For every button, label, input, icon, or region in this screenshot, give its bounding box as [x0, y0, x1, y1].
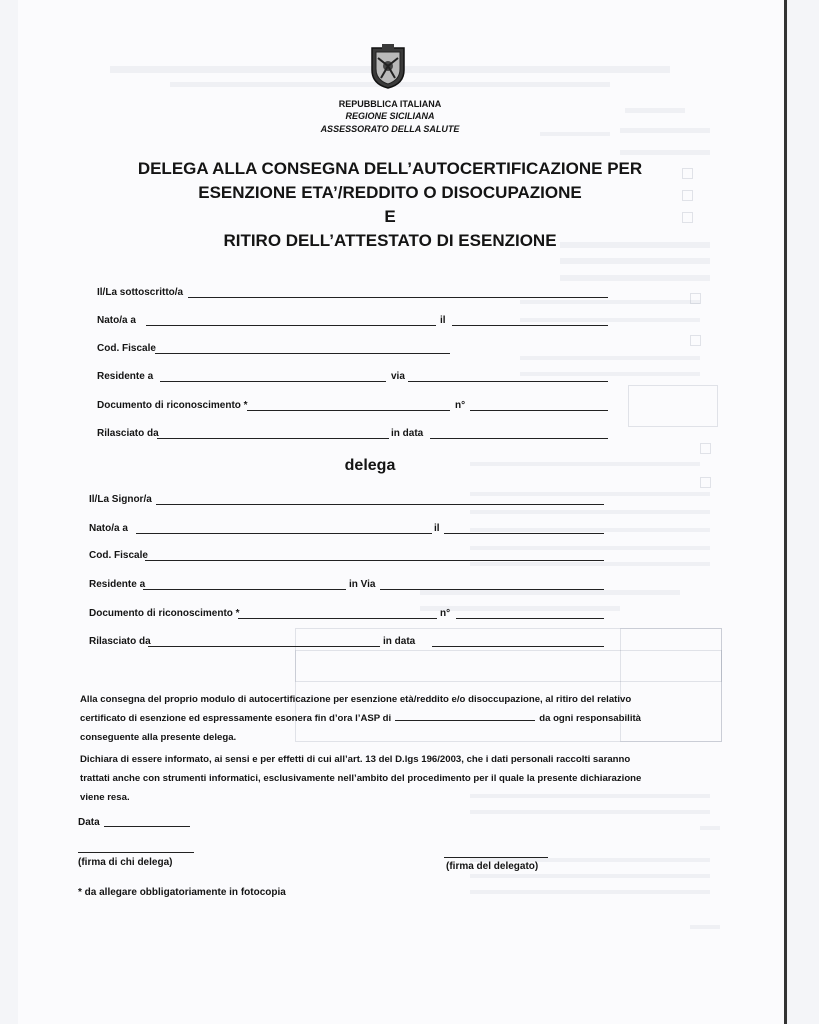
delegate-birthdate-label: il — [434, 523, 440, 534]
delegate-issued-by-label: Rilasciato da — [89, 636, 151, 647]
delegate-tax-code-label: Cod. Fiscale — [89, 550, 148, 561]
delegate-residence-field[interactable] — [143, 589, 346, 590]
delegate-document-field[interactable] — [238, 618, 437, 619]
delegate-document-number-field[interactable] — [456, 618, 604, 619]
authorization-text-part-2: da ogni responsabilità conseguente alla presente delega. — [80, 713, 642, 743]
department-heading: ASSESSORATO DELLA SALUTE — [320, 124, 460, 134]
delegator-birthplace-label: Nato/a a — [97, 315, 136, 326]
delegator-signature-label: (firma di chi delega) — [78, 857, 173, 868]
delegator-issued-by-field[interactable] — [157, 438, 389, 439]
date-label: Data — [78, 817, 100, 828]
delegator-birthplace-field[interactable] — [146, 325, 436, 326]
document-title-line-4: RITIRO DELL’ATTESTATO DI ESENZIONE — [223, 231, 557, 250]
region-coat-of-arms-icon — [368, 44, 408, 90]
delegate-person-field[interactable] — [156, 504, 604, 505]
document-title-line-1: DELEGA ALLA CONSEGNA DELL’AUTOCERTIFICAZIONE PER — [137, 159, 643, 178]
delegator-issued-by-label: Rilasciato da — [97, 428, 159, 439]
republic-heading: REPUBBLICA ITALIANA — [338, 99, 442, 109]
delegate-signature-label: (firma del delegato) — [446, 861, 539, 872]
signer-label: Il/La sottoscritto/a — [97, 287, 184, 298]
signer-name-field[interactable] — [188, 297, 608, 298]
document-title-line-3: E — [384, 207, 396, 226]
delegate-birthdate-field[interactable] — [444, 533, 604, 534]
page-edge — [784, 0, 787, 1024]
authorization-text-part-1: Alla consegna del proprio modulo di autocertificazione per esenzione età/reddito e/o disoccupazione, al ritiro del relativo certificato di esenzione ed espressamente esonera fin d’ora l’ASP di — [80, 694, 632, 724]
delegate-person-label: Il/La Signor/a — [89, 494, 152, 505]
section-heading-delega: delega — [344, 457, 396, 474]
delegate-issued-by-field[interactable] — [148, 646, 380, 647]
delegate-issued-on-field[interactable] — [432, 646, 604, 647]
authorization-paragraph — [80, 690, 655, 747]
delegator-issued-on-field[interactable] — [430, 438, 608, 439]
privacy-paragraph: Dichiara di essere informato, ai sensi e per effetti di cui all’art. 13 del D.lgs 196/2003, che i dati personali raccolti saranno trattati anche con strumenti informatici, esclusivamente nell’ambito del procedimento per il quale la presente dichiarazione viene resa. — [80, 754, 642, 803]
delegate-issued-on-label: in data — [383, 636, 416, 647]
delegator-document-number-field[interactable] — [470, 410, 608, 411]
delegate-document-label: Documento di riconoscimento * — [89, 608, 240, 619]
delegator-tax-code-label: Cod. Fiscale — [97, 343, 156, 354]
date-field[interactable] — [104, 826, 190, 827]
delegator-street-field[interactable] — [408, 381, 608, 382]
delegator-issued-on-label: in data — [391, 428, 424, 439]
delegate-residence-label: Residente a — [89, 579, 146, 590]
delegator-residence-field[interactable] — [160, 381, 386, 382]
delegator-tax-code-field[interactable] — [155, 353, 450, 354]
delegator-birthdate-label: il — [440, 315, 446, 326]
region-heading: REGIONE SICILIANA — [345, 111, 435, 121]
delegator-residence-label: Residente a — [97, 371, 154, 382]
delegator-street-label: via — [391, 371, 405, 382]
delegate-birthplace-label: Nato/a a — [89, 523, 128, 534]
delegate-tax-code-field[interactable] — [145, 560, 604, 561]
delegator-birthdate-field[interactable] — [452, 325, 608, 326]
asp-name-field[interactable] — [395, 711, 535, 721]
delegate-signature-field[interactable] — [444, 857, 548, 858]
delegator-document-number-label: n° — [455, 400, 466, 411]
delegator-document-label: Documento di riconoscimento * — [97, 400, 248, 411]
footnote: * da allegare obbligatoriamente in fotocopia — [78, 887, 286, 898]
delegator-signature-field[interactable] — [78, 852, 194, 853]
delegate-birthplace-field[interactable] — [136, 533, 432, 534]
document-title-line-2: ESENZIONE ETA’/REDDITO O DISOCUPAZIONE — [198, 183, 582, 202]
delegator-document-field[interactable] — [247, 410, 450, 411]
delegate-street-field[interactable] — [380, 589, 604, 590]
delegate-street-label: in Via — [349, 579, 376, 590]
delegate-document-number-label: n° — [440, 608, 451, 619]
